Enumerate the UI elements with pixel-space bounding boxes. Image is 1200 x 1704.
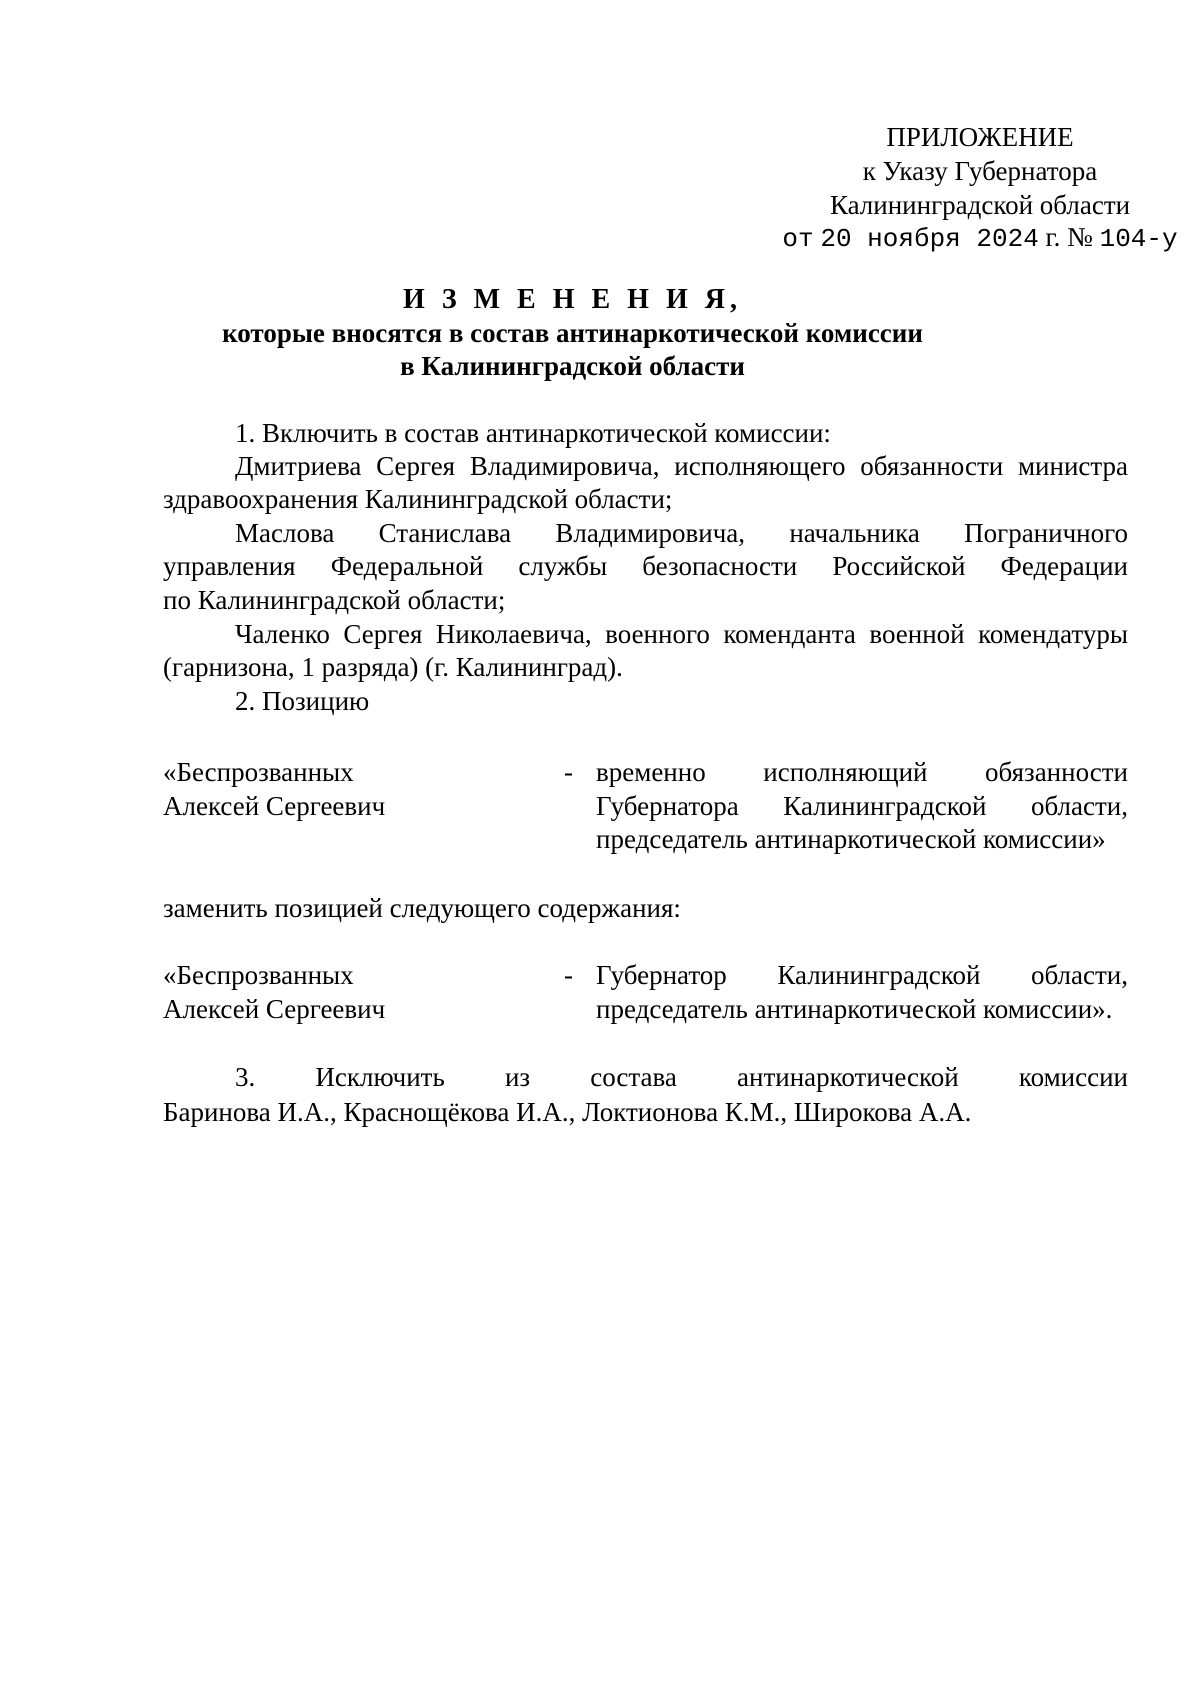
document-title: И З М Е Н Е Н И Я, [403,284,742,315]
date-mid: г. № [1045,222,1093,252]
item1-heading: 1. Включить в состав антинаркотической комиссии: [235,418,831,448]
date-value: 20 ноября 2024 [820,224,1039,254]
appendix-date-line [780,222,1180,254]
new-position-name-line1: «Беспрозванных [163,960,354,990]
old-position-role-line2: Губернатора Калининградской области, [596,791,1128,821]
item2-heading: 2. Позицию [235,686,370,716]
replace-instruction: заменить позицией следующего содержания: [163,893,681,923]
old-position-dash: - [564,757,573,787]
item1-member-c-line2: (гарнизона, 1 разряда) (г. Калининград). [163,652,623,682]
item3-line2: Баринова И.А., Краснощёкова И.А., Локтионова К.М., Широкова А.А. [163,1097,972,1127]
new-position-name-line2: Алексей Сергеевич [163,994,386,1024]
new-position-dash: - [564,960,573,990]
item1-member-b-line1: Маслова Станислава Владимировича, начальника Пограничного [235,518,1128,548]
old-position-name-line1: «Беспрозванных [163,757,354,787]
item1-member-b-line2: управления Федеральной службы безопасности Российской Федерации [163,551,1128,581]
decree-number: 104-у [1099,224,1178,254]
item1-member-b-line3: по Калининградской области; [163,585,506,615]
new-position-role-line2: председатель антинаркотической комиссии». [596,994,1113,1024]
document-subtitle-line2: в Калининградской области [400,351,745,381]
appendix-title: ПРИЛОЖЕНИЕ [886,122,1074,152]
item3-line1: 3. Исключить из состава антинаркотической комиссии [235,1062,1128,1092]
item1-member-a-line2: здравоохранения Калининградской области; [163,484,673,514]
old-position-name-line2: Алексей Сергеевич [163,791,386,821]
date-prefix: от [782,224,814,254]
document-subtitle-line1: которые вносятся в состав антинаркотической комиссии [222,318,923,348]
old-position-role-line3: председатель антинаркотической комиссии» [596,824,1106,854]
appendix-reference: к Указу Губернатора [862,156,1098,186]
appendix-region: Калининградской области [829,190,1131,220]
new-position-role-line1: Губернатор Калининградской области, [596,960,1128,990]
old-position-role-line1: временно исполняющий обязанности [596,757,1128,787]
item1-member-a-line1: Дмитриева Сергея Владимировича, исполняющего обязанности министра [235,451,1128,481]
item1-member-c-line1: Чаленко Сергея Николаевича, военного коменданта военной комендатуры [235,619,1128,649]
